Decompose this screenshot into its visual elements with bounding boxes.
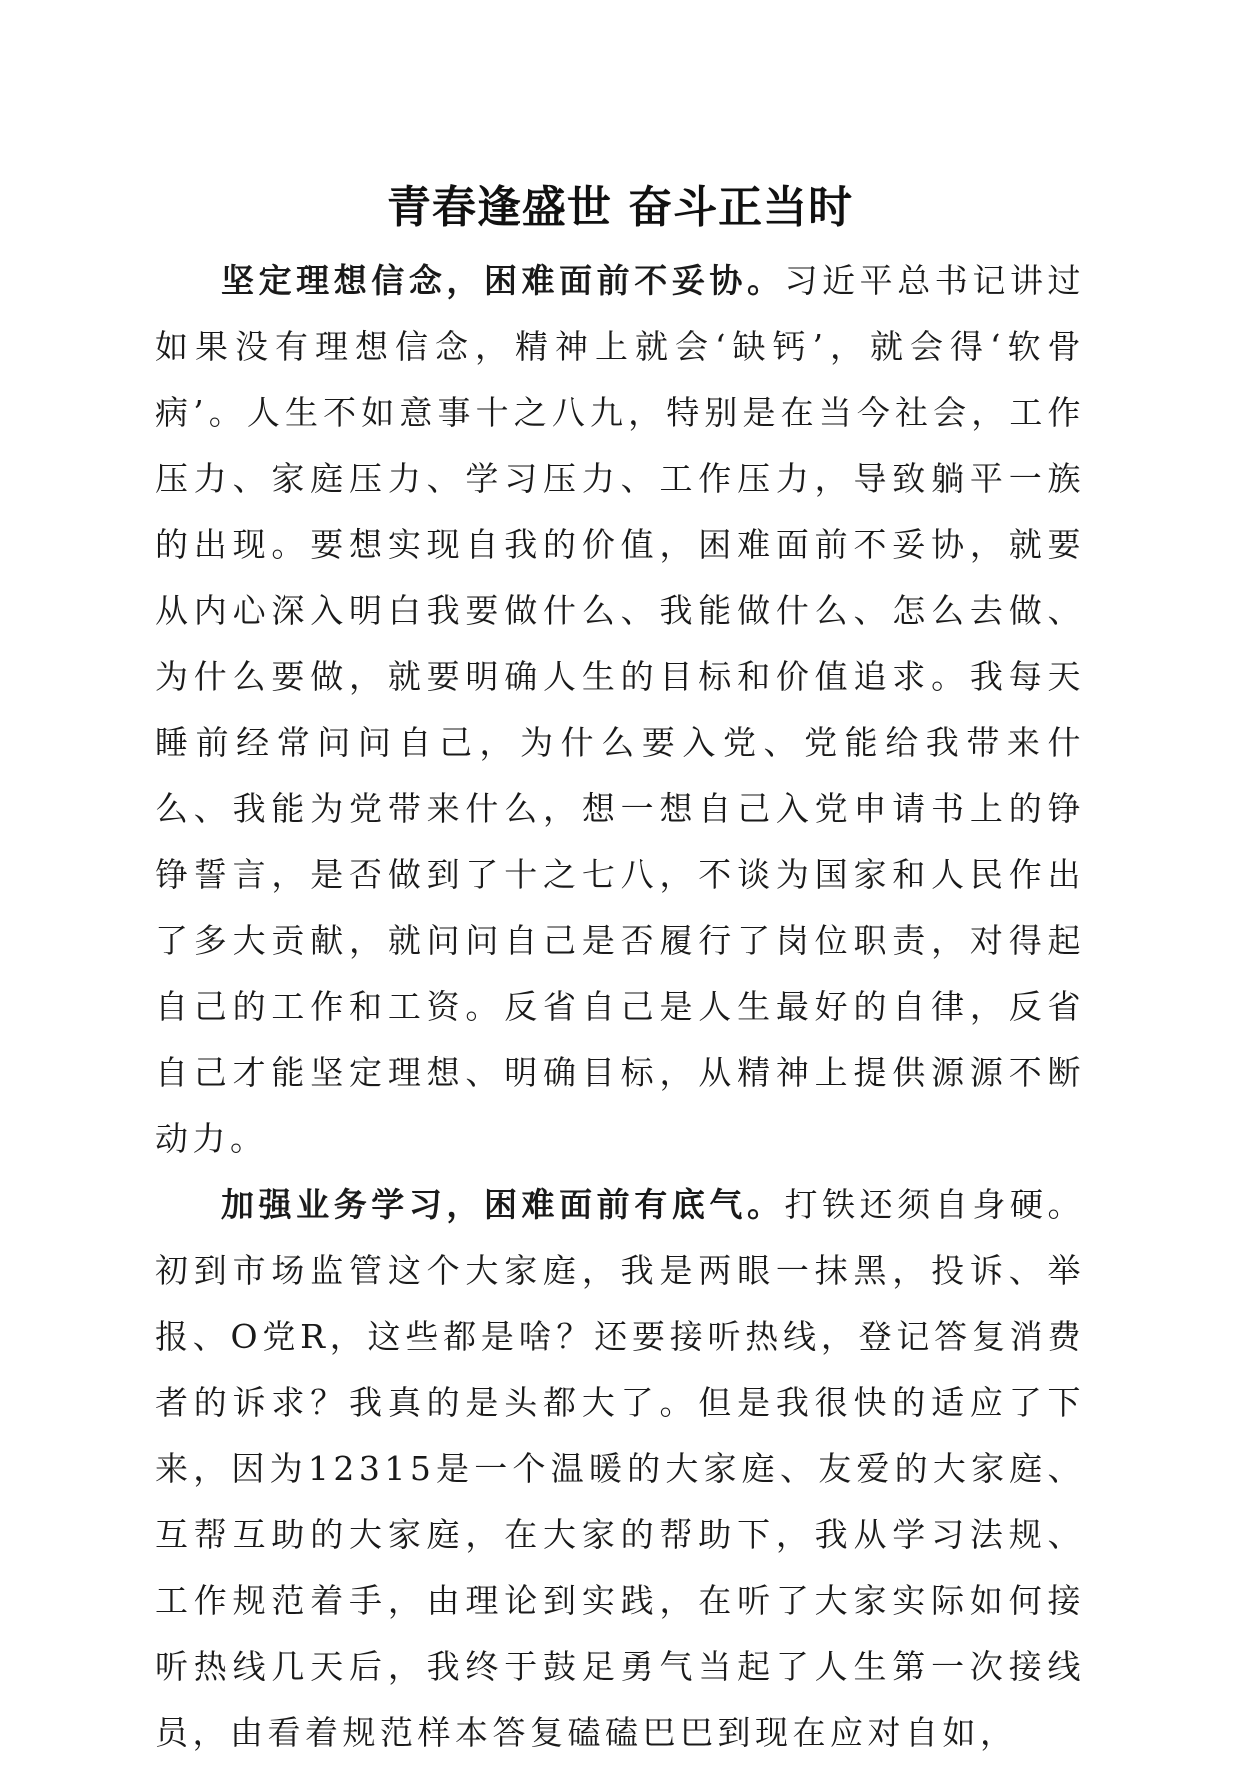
paragraph-text: 打铁还须自身硬。初到市场监管这个大家庭，我是两眼一抹黑，投诉、举报、O党R，这些都是啥？还要接听热线，登记答复消费者的诉求？我真的是头都大了。但是我很快的适应了下来，因为12315是一个温暖的大家庭、友爱的大家庭、互帮互助的大家庭，在大家的帮助下，我从学习法规、工作规范着手，由理论到实践，在听了大家实际如何接听热线几天后，我终于鼓足勇气当起了人生第一次接线员，由看着规范样本答复磕磕巴巴到现在应对自如， xyxy=(155,1185,1086,1752)
paragraph-ideals xyxy=(155,248,1085,1172)
paragraph-study xyxy=(155,1172,1085,1766)
document-body xyxy=(155,248,1085,1766)
paragraph-lead: 坚定理想信念，困难面前不妥协。 xyxy=(221,261,785,300)
paragraph-text: 习近平总书记讲过如果没有理想信念，精神上就会‘缺钙’，就会得‘软骨病’。人生不如意事十之八九，特别是在当今社会，工作压力、家庭压力、学习压力、工作压力，导致躺平一族的出现。要想实现自我的价值，困难面前不妥协，就要从内心深入明白我要做什么、我能做什么、怎么去做、为什么要做，就要明确人生的目标和价值追求。我每天睡前经常问问自己，为什么要入党、党能给我带来什么、我能为党带来什么，想一想自己入党申请书上的铮铮誓言，是否做到了十之七八，不谈为国家和人民作出了多大贡献，就问问自己是否履行了岗位职责，对得起自己的工作和工资。反省自己是人生最好的自律，反省自己才能坚定理想、明确目标，从精神上提供源源不断动力。 xyxy=(155,261,1086,1158)
document-title: 青春逢盛世 奋斗正当时 xyxy=(386,182,854,233)
paragraph-lead: 加强业务学习，困难面前有底气。 xyxy=(221,1185,785,1224)
